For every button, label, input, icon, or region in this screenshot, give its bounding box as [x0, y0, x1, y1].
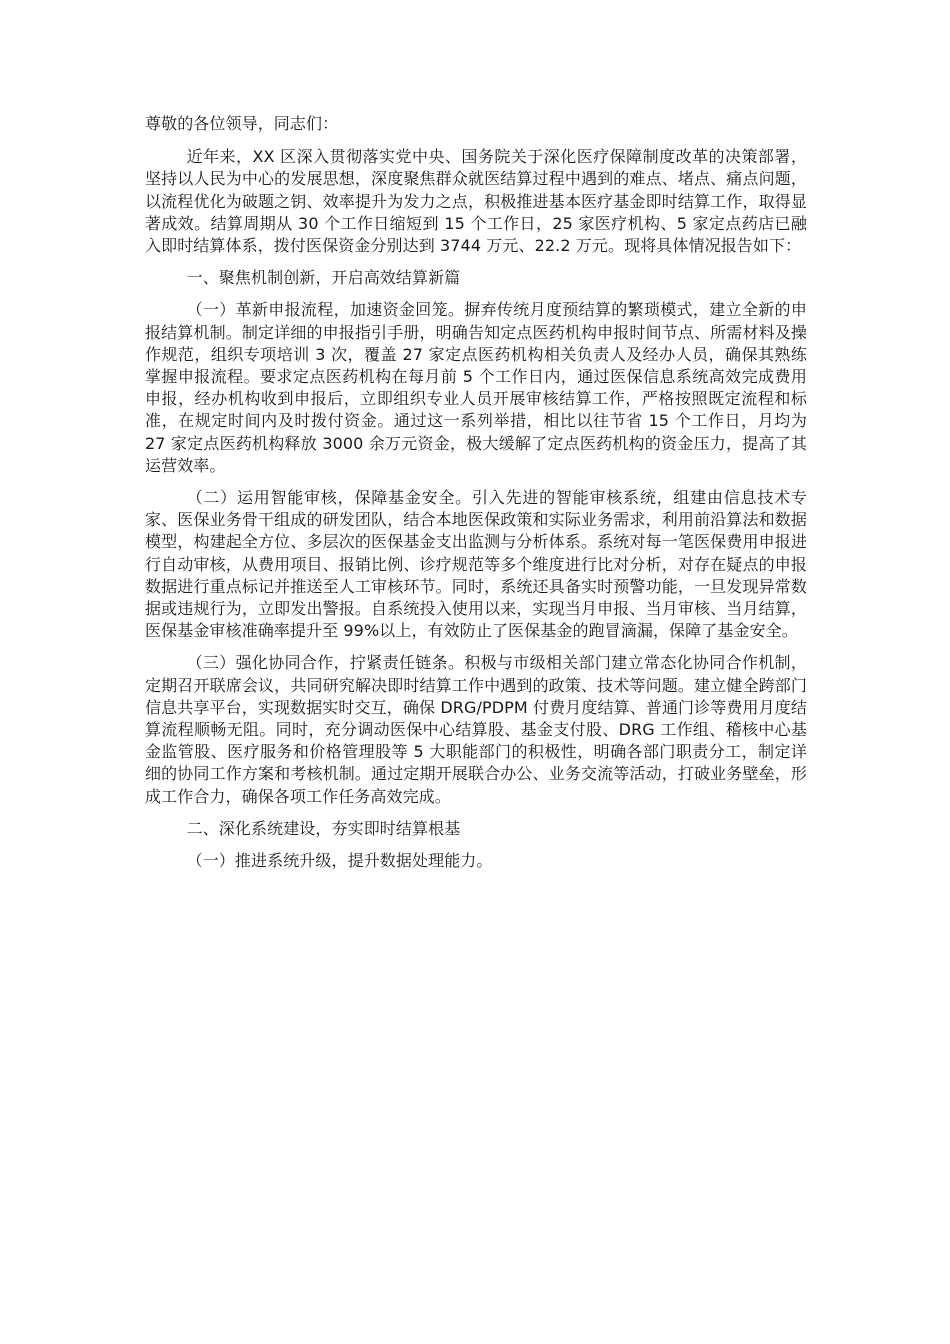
section-1-item-1: （一）革新申报流程，加速资金回笼。摒弃传统月度预结算的繁琐模式，建立全新的申报结算机制。制定详细的申报指引手册，明确告知定点医药机构申报时间节点、所需材料及操作规范，组织专项培训 3 次，覆盖 27 家定点医药机构相关负责人及经办人员，确保其熟练掌握申报流程。要求定点医药机构在每月前 5 个工作日内，通过医保信息系统高效完成费用申报，经办机构收到申报后，立即组织专业人员开展审核结算工作，严格按照既定流程和标准，在规定时间内及时拨付资金。通过这一系列举措，相比以往节省 15 个工作日，月均为 27 家定点医药机构释放 3000 余万元资金，极大缓解了定点医药机构的资金压力，提高了其运营效率。 — [145, 300, 807, 475]
section-2-item-1: （一）推进系统升级，提升数据处理能力。 — [186, 851, 493, 871]
salutation: 尊敬的各位领导，同志们： — [145, 114, 339, 133]
document-body — [145, 113, 807, 882]
intro-paragraph: 近年来，XX 区深入贯彻落实党中央、国务院关于深化医疗保障制度改革的决策部署，坚持以人民为中心的发展思想，深度聚焦群众就医结算过程中遇到的难点、堵点、痛点问题，以流程优化为破题之钥、效率提升为发力之点，积极推进基本医疗基金即时结算工作，取得显著成效。结算周期从 30 个工作日缩短到 15 个工作日，25 家医疗机构、5 家定点药店已融入即时结算体系，拨付医保资金分别达到 3744 万元、22.2 万元。现将具体情况报告如下： — [145, 147, 807, 256]
section-1-heading: 一、聚焦机制创新，开启高效结算新篇 — [186, 268, 461, 288]
section-1-item-2: （二）运用智能审核，保障基金安全。引入先进的智能审核系统，组建由信息技术专家、医保业务骨干组成的研发团队，结合本地医保政策和实际业务需求，利用前沿算法和数据模型，构建起全方位、多层次的医保基金支出监测与分析体系。系统对每一笔医保费用申报进行自动审核，从费用项目、报销比例、诊疗规范等多个维度进行比对分析，对存在疑点的申报数据进行重点标记并推送至人工审核环节。同时，系统还具备实时预警功能，一旦发现异常数据或违规行为，立即发出警报。自系统投入使用以来，实现当月申报、当月审核、当月结算，医保基金审核准确率提升至 99%以上，有效防止了医保基金的跑冒滴漏，保障了基金安全。 — [145, 488, 807, 641]
section-2-heading: 二、深化系统建设，夯实即时结算根基 — [186, 818, 461, 838]
section-1-item-3: （三）强化协同合作，拧紧责任链条。积极与市级相关部门建立常态化协同合作机制，定期召开联席会议，共同研究解决即时结算工作中遇到的政策、技术等问题。建立健全跨部门信息共享平台，实现数据实时交互，确保 DRG/PDPM 付费月度结算、普通门诊等费用月度结算流程顺畅无阻。同时，充分调动医保中心结算股、基金支付股、DRG 工作组、稽核中心基金监管股、医疗服务和价格管理股等 5 大职能部门的积极性，明确各部门职责分工，制定详细的协同工作方案和考核机制。通过定期开展联合办公、业务交流等活动，打破业务壁垒，形成工作合力，确保各项工作任务高效完成。 — [145, 653, 807, 806]
